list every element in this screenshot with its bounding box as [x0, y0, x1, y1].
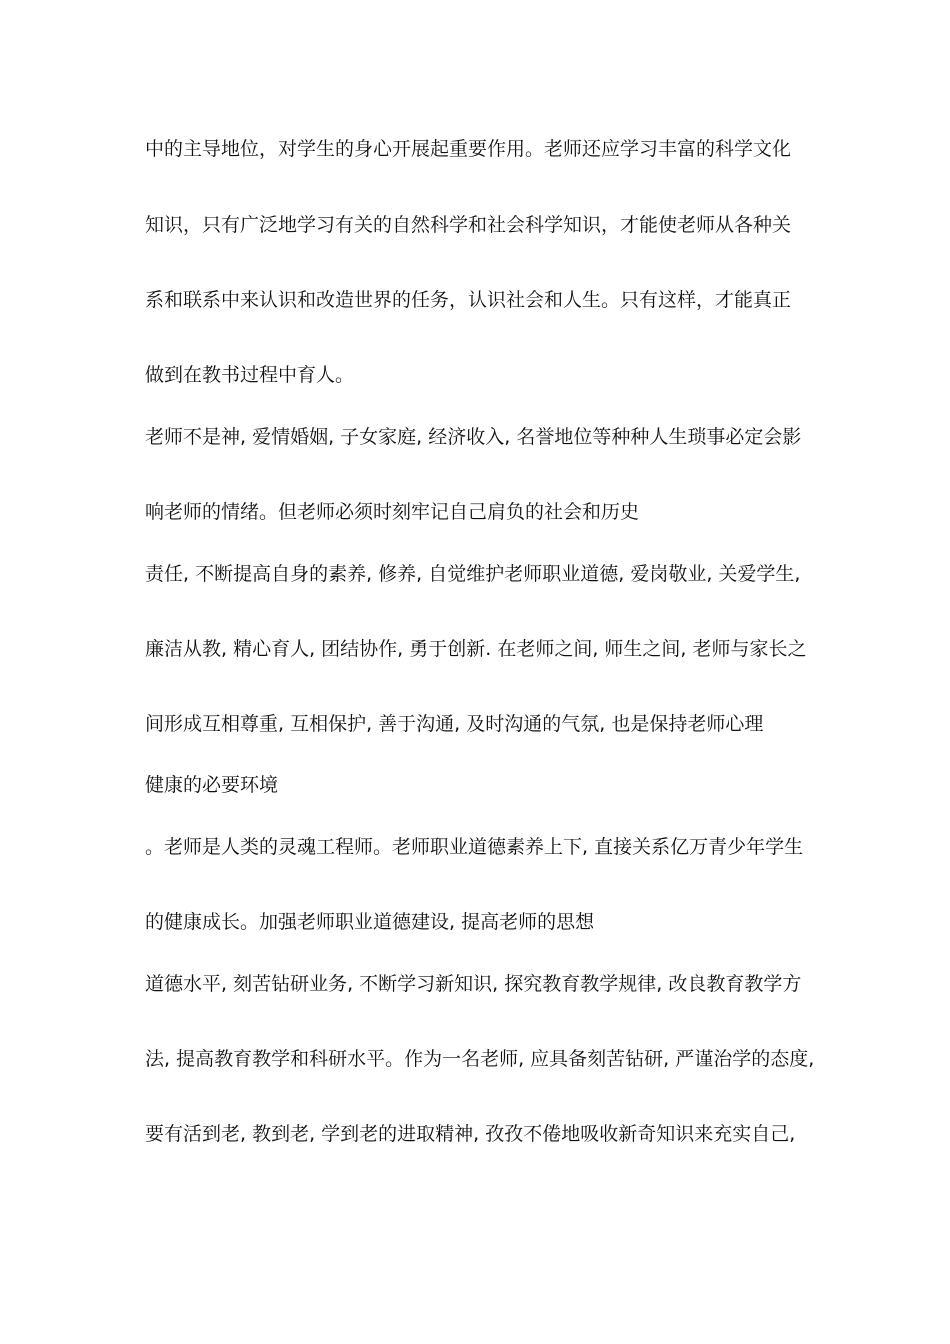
text-line: 做到在教书过程中育人。 [145, 364, 355, 386]
text-line: 中的主导地位，对学生的身心开展起重要作用。老师还应学习丰富的科学文化 [145, 138, 792, 160]
text-line: 的健康成长。加强老师职业道德建设, 提高老师的思想 [145, 911, 595, 933]
text-line: 响老师的情绪。但老师必须时刻牢记自己肩负的社会和历史 [145, 501, 640, 523]
text-line: 廉洁从教, 精心育人, 团结协作, 勇于创新. 在老师之间, 师生之间, 老师与家长之 [145, 638, 807, 660]
text-line: 要有活到老, 教到老, 学到老的进取精神, 孜孜不倦地吸收新奇知识来充实自己, [145, 1123, 796, 1145]
text-line: 知识，只有广泛地学习有关的自然科学和社会科学知识，才能使老师从各种关 [145, 214, 792, 236]
text-line: 道德水平, 刻苦钻研业务, 不断学习新知识, 探究教育教学规律, 改良教育教学方 [145, 973, 802, 995]
text-line: 系和联系中来认识和改造世界的任务，认识社会和人生。只有这样，才能真正 [145, 289, 792, 311]
text-line: 老师不是神, 爱情婚姻, 子女家庭, 经济收入, 名誉地位等种种人生琐事必定会影 [145, 426, 802, 448]
text-line: 。老师是人类的灵魂工程师。老师职业道德素养上下, 直接关系亿万青少年学生 [145, 836, 804, 858]
text-line: 法, 提高教育教学和科研水平。作为一名老师, 应具备刻苦钻研, 严谨治学的态度, [145, 1048, 815, 1070]
text-line: 健康的必要环境 [145, 774, 279, 796]
text-line: 间形成互相尊重, 互相保护, 善于沟通, 及时沟通的气氛, 也是保持老师心理 [145, 713, 764, 735]
text-line: 责任, 不断提高自身的素养, 修养, 自觉维护老师职业道德, 爱岗敬业, 关爱学生, [145, 563, 801, 585]
